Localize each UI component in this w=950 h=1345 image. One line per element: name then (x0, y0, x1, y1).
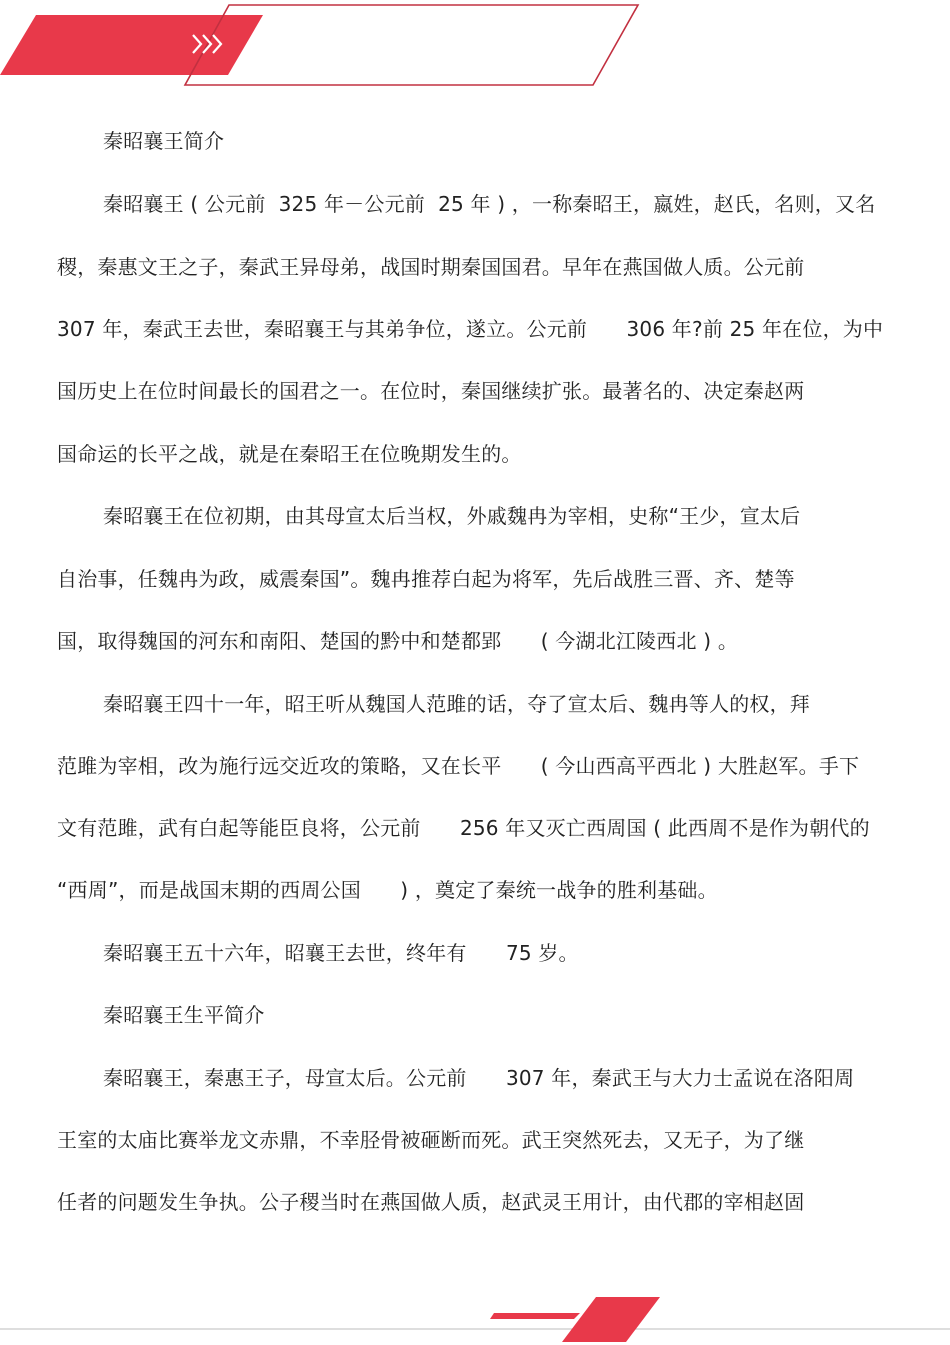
paragraph-line: 秦昭襄王五十六年，昭襄王去世，终年有 75 岁。 (103, 941, 579, 965)
paragraph-line: 王室的太庙比赛举龙文赤鼎，不幸胫骨被砸断而死。武王突然死去，又无子，为了继 (57, 1128, 805, 1152)
footer-red-band (562, 1297, 660, 1342)
paragraph-line: 范雎为宰相，改为施行远交近攻的策略，又在长平 ( 今山西高平西北 ) 大胜赵军。手下 (57, 754, 860, 778)
header-decoration (0, 0, 950, 100)
section-heading: 秦昭襄王生平简介 (103, 1003, 265, 1027)
section-heading: 秦昭襄王简介 (103, 129, 225, 153)
header-red-band (0, 15, 263, 75)
paragraph-line: 自治事，任魏冉为政，威震秦国”。魏冉推荐白起为将军，先后战胜三晋、齐、楚等 (57, 567, 795, 591)
paragraph-line: 秦昭襄王在位初期，由其母宣太后当权，外戚魏冉为宰相，史称“王少，宣太后 (103, 504, 801, 528)
paragraph-line: 秦昭襄王，秦惠王子，母宣太后。公元前 307 年，秦武王与大力士孟说在洛阳周 (103, 1066, 855, 1090)
footer-red-band-thin (490, 1313, 580, 1319)
paragraph-line: 稷，秦惠文王之子，秦武王异母弟，战国时期秦国国君。早年在燕国做人质。公元前 (57, 255, 805, 279)
paragraph-line: 秦昭襄王四十一年，昭王听从魏国人范雎的话，夺了宣太后、魏冉等人的权，拜 (103, 692, 810, 716)
paragraph-line: 秦昭襄王 ( 公元前 325 年－公元前 25 年 ) ，一称秦昭王，嬴姓，赵氏，名则，又名 (103, 192, 876, 216)
paragraph-line: 任者的问题发生争执。公子稷当时在燕国做人质，赵武灵王用计，由代郡的宰相赵固 (57, 1190, 805, 1214)
paragraph-line: 国历史上在位时间最长的国君之一。在位时，秦国继续扩张。最著名的、决定秦赵两 (57, 379, 805, 403)
paragraph-line: “西周”，而是战国末期的西周公国 ) ，奠定了秦统一战争的胜利基础。 (57, 878, 718, 902)
paragraph-line: 国，取得魏国的河东和南阳、楚国的黔中和楚都郢 ( 今湖北江陵西北 ) 。 (57, 629, 739, 653)
paragraph-line: 307 年，秦武王去世，秦昭襄王与其弟争位，遂立。公元前 306 年?前 25 年在位，为中 (57, 317, 884, 341)
paragraph-line: 国命运的长平之战，就是在秦昭王在位晚期发生的。 (57, 442, 522, 466)
paragraph-line: 文有范雎，武有白起等能臣良将，公元前 256 年又灭亡西周国 ( 此西周不是作为朝代的 (57, 816, 870, 840)
footer-decoration (0, 1285, 950, 1345)
